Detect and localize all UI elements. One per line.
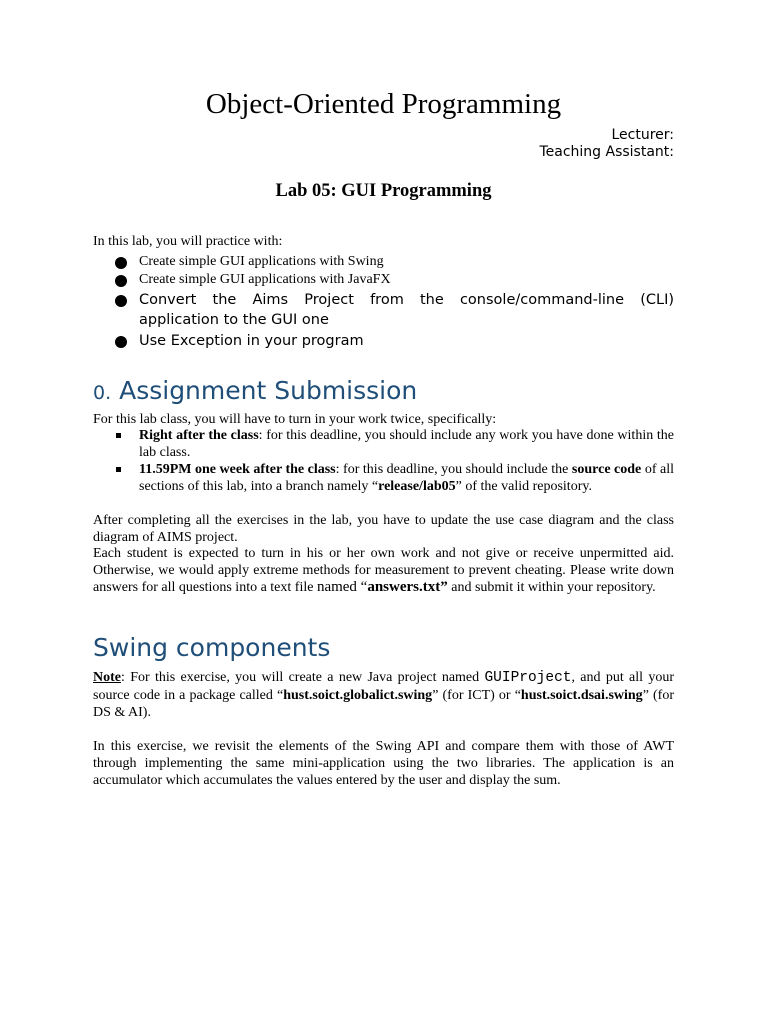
note-label: Note	[93, 670, 121, 685]
branch-name: release/lab05	[378, 479, 456, 494]
section-heading-text: Assignment Submission	[119, 376, 418, 405]
paragraph-text: Each student is expected to turn in his or her own work and not give or receive unpermitted aid. Otherwise, we would apply extreme methods for measurement to prevent cheating. Please write down answers for all questions into a text file	[93, 546, 674, 595]
update-diagram-paragraph: After completing all the exercises in the lab, you have to update the use case diagram and the class diagram of AIMS project.	[93, 513, 674, 545]
list-item	[115, 427, 674, 461]
honesty-paragraph	[93, 545, 674, 596]
note-paragraph	[93, 669, 674, 721]
list-item-text: Use Exception in your program	[139, 333, 364, 349]
section-number: 0.	[93, 382, 112, 404]
section-heading-swing: Swing components	[93, 633, 331, 662]
deadline-text: ” of the valid repository.	[455, 479, 592, 494]
bullet-icon	[115, 295, 127, 307]
swing-intro-paragraph: In this exercise, we revisit the elements of the Swing API and compare them with those of AWT through implementing the same mini-application using the two libraries. The application is an accumulator which accumulates the values entered by the user and display the sum.	[93, 739, 674, 788]
list-item-text: Create simple GUI applications with Swing	[139, 254, 384, 269]
course-title: Object-Oriented Programming	[205, 88, 562, 120]
list-item	[115, 461, 674, 495]
package-name-ict: hust.soict.globalict.swing	[283, 688, 433, 703]
project-name-code: GUIProject	[484, 670, 572, 686]
square-bullet-icon	[116, 467, 121, 472]
bullet-icon	[115, 275, 127, 287]
lab-title: Lab 05: GUI Programming	[275, 181, 492, 201]
bullet-icon	[115, 257, 127, 269]
answers-file-name: answers.txt”	[367, 579, 448, 595]
paragraph-text: and submit it within your repository.	[447, 580, 656, 595]
list-item-text: Create simple GUI applications with JavaFX	[139, 272, 391, 287]
paragraph-text: ” (for DS & AI).	[93, 688, 674, 720]
lecturer-label: Lecturer:	[611, 127, 674, 143]
square-bullet-icon	[116, 433, 121, 438]
list-item	[115, 331, 674, 351]
submission-lead: For this lab class, you will have to turn in your work twice, specifically:	[93, 412, 497, 427]
deadline-label: 11.59PM one week after the class	[139, 462, 336, 477]
list-item-text: Convert the Aims Project from the console/command-line (CLI) application to the GUI one	[139, 292, 674, 328]
deadline-text: : for this deadline, you should include any work you have done within the lab class.	[139, 428, 675, 460]
submission-list	[115, 427, 674, 495]
paragraph-text: : For this exercise, you will create a new Java project named	[121, 670, 485, 685]
intro-bullet-list	[115, 253, 674, 351]
teaching-assistant-label: Teaching Assistant:	[539, 144, 674, 160]
deadline-text: of all sections of this lab, into a branch namely “	[139, 462, 674, 494]
section-heading-submission	[93, 376, 417, 408]
source-code-term: source code	[571, 462, 642, 477]
bullet-icon	[115, 336, 127, 348]
package-name-dsai: hust.soict.dsai.swing	[520, 688, 643, 703]
paragraph-text: ” (for ICT) or “	[432, 688, 521, 703]
deadline-text: : for this deadline, you should include the	[335, 462, 572, 477]
intro-lead: In this lab, you will practice with:	[93, 234, 283, 249]
paragraph-text: , and put all your source code in a package called “	[93, 670, 674, 703]
list-item	[115, 271, 674, 289]
deadline-label: Right after the class	[139, 428, 259, 443]
paragraph-text: named “	[316, 579, 368, 595]
staff-block	[539, 127, 674, 161]
list-item	[115, 290, 674, 330]
list-item	[115, 253, 674, 271]
